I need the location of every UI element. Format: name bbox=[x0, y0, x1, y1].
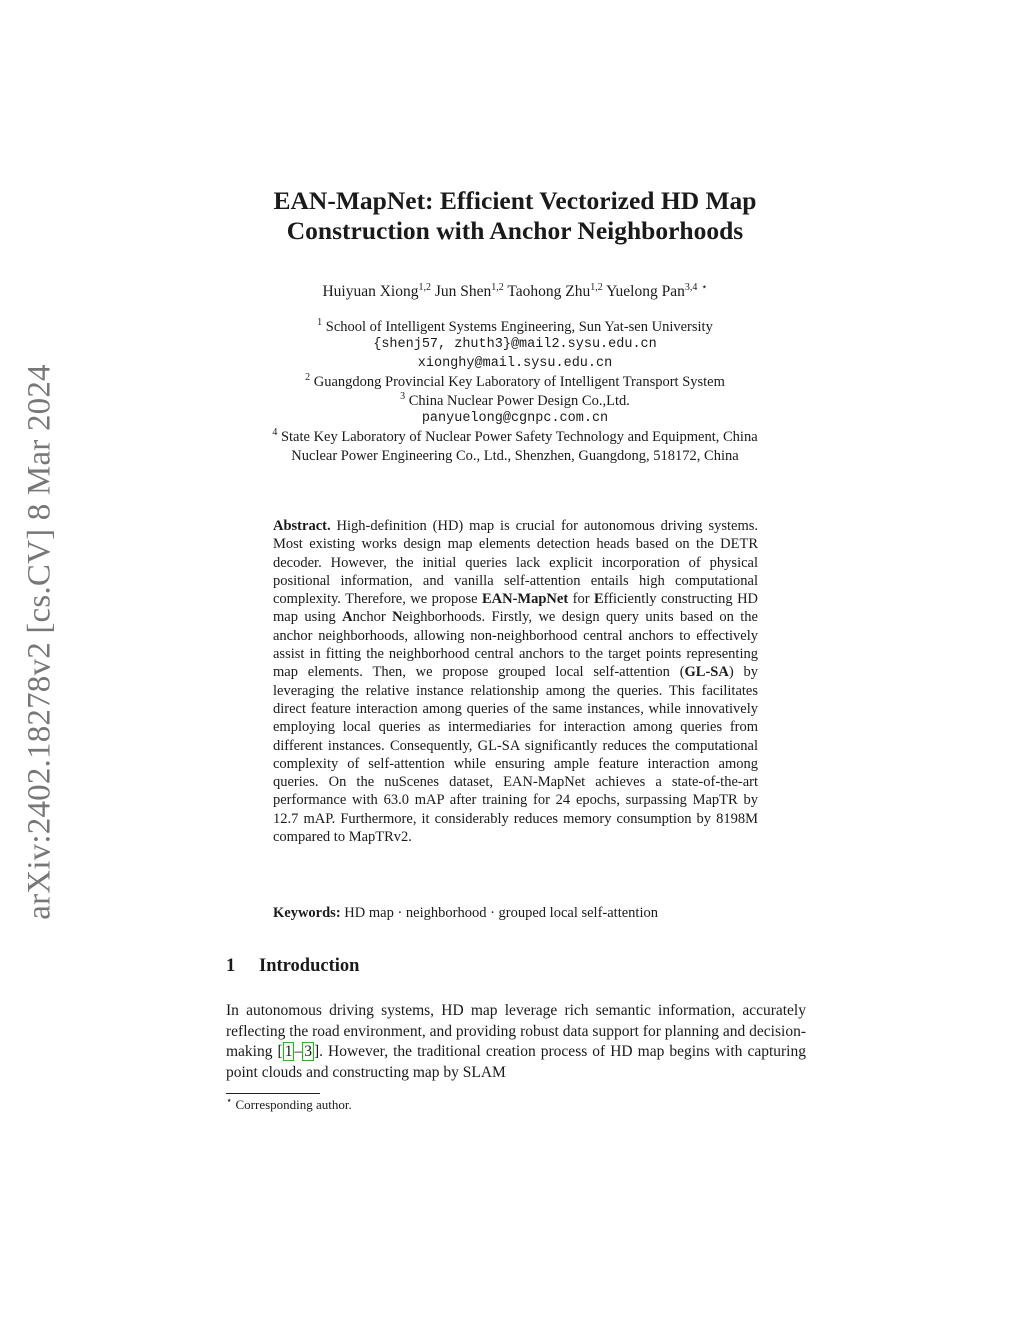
abstract-text: High-definition (HD) map is crucial for autonomous driving systems. Most existing works design map elements detection heads based on the DETR decoder. However, the initial queries lack explicit incorporation of physical positional information, and vanilla self-attention entails high computational complexity. Therefore, we propose bbox=[273, 518, 758, 608]
affiliation-4 bbox=[200, 428, 830, 446]
affiliation-email: {shenj57, zhuth3}@mail2.sysu.edu.cn bbox=[373, 337, 657, 353]
footnote bbox=[226, 1097, 806, 1113]
affiliation-number: 3 bbox=[400, 390, 406, 402]
affiliation-text: School of Intelligent Systems Engineering, Sun Yat-sen University bbox=[325, 319, 713, 335]
author-name: Taohong Zhu bbox=[507, 283, 591, 300]
affiliation-1 bbox=[200, 318, 830, 336]
abstract-text: ) by leveraging the relative instance relationship among the queries. This facilitates direct feature interaction among queries of the same instances, while innovatively employing local queries as intermediaries for interaction among queries from different instances. Consequently, GL-SA significantly reduces the computational complexity of self-attention while ensuring ample feature interaction among queries. On the nuScenes dataset, EAN-MapNet achieves a state-of-the-art performance with 63.0 mAP after training for 24 epochs, surpassing MapTR by 12.7 mAP. Furthermore, it considerably reduces memory consumption by 8198M compared to MapTRv2. bbox=[273, 664, 758, 846]
affiliation-number: 1 bbox=[317, 317, 323, 329]
author-affiliation-sup: 3,4 bbox=[684, 281, 698, 293]
acronym-letter: N bbox=[392, 609, 403, 626]
affiliation-text: State Key Laboratory of Nuclear Power Safety Technology and Equipment, China bbox=[280, 429, 758, 446]
author-name: Huiyuan Xiong bbox=[322, 283, 419, 300]
affiliation-email: panyuelong@cgnpc.com.cn bbox=[421, 411, 609, 427]
affiliation-number: 4 bbox=[272, 427, 278, 439]
paper-title bbox=[200, 186, 830, 246]
acronym-letter: A bbox=[342, 609, 353, 626]
author-affiliation-sup: 1,2 bbox=[590, 281, 603, 293]
affiliation-text: China Nuclear Power Design Co.,Ltd. bbox=[408, 392, 630, 409]
author-name: Jun Shen bbox=[434, 283, 492, 300]
keywords-label: Keywords: bbox=[273, 905, 341, 921]
abstract-text: fficiently constructing HD map using bbox=[273, 591, 759, 626]
abstract bbox=[273, 517, 758, 846]
intro-paragraph: In autonomous driving systems, HD map leverage rich semantic information, accurately reflecting the road environment, and providing robust data support for planning and decision-making [ 1 – 3 ]. However, the traditional creation process of HD map begins with capturing point clouds and constructing map by SLAM bbox=[226, 1002, 806, 1081]
affiliation-3 bbox=[200, 392, 830, 410]
keywords-text: HD map · neighborhood · grouped local self-attention bbox=[344, 905, 658, 921]
footnote-text: Corresponding author. bbox=[235, 1097, 352, 1112]
arxiv-side-stamp bbox=[18, 355, 62, 930]
author-name: Yuelong Pan bbox=[606, 283, 685, 300]
title-line-2: Construction with Anchor Neighborhoods bbox=[286, 216, 744, 245]
author-list bbox=[200, 283, 830, 301]
section-number: 1 bbox=[226, 956, 236, 976]
intro-text: In autonomous driving systems, HD map leverage rich semantic information, accurately reflecting the road environment, and providing robust data support for planning and decision-making bbox=[226, 1002, 806, 1061]
title-line-1: EAN-MapNet: Efficient Vectorized HD Map bbox=[273, 186, 757, 215]
arxiv-identifier: arXiv:2402.18278v2 [cs.CV] 8 Mar 2024 bbox=[21, 364, 58, 920]
section-title: Introduction bbox=[259, 956, 360, 976]
method-name: EAN-MapNet bbox=[481, 591, 569, 608]
affiliation-4-continued: Nuclear Power Engineering Co., Ltd., Shenzhen, Guangdong, 518172, China bbox=[291, 447, 739, 464]
section-heading bbox=[226, 956, 806, 977]
affiliation-email: xionghy@mail.sysu.edu.cn bbox=[417, 355, 613, 371]
citation-link[interactable]: 3 bbox=[304, 1043, 312, 1061]
intro-text: . However, the traditional creation process of HD map begins with capturing point clouds and constructing map by SLAM bbox=[226, 1043, 806, 1081]
author-affiliation-sup: 1,2 bbox=[491, 281, 504, 293]
affiliation-2 bbox=[200, 373, 830, 391]
citation-link[interactable]: 1 bbox=[284, 1043, 293, 1061]
footnote-mark: ⋆ bbox=[226, 1095, 233, 1107]
abstract-text: eighborhoods. Firstly, we design query units based on the anchor neighborhoods, allowing non-neighborhood central anchors to effectively assist in fitting the neighborhood central anchors to the target points representing map elements. Then, we propose grouped local self-attention ( bbox=[273, 609, 758, 681]
affiliations bbox=[200, 318, 830, 465]
abstract-text: for bbox=[572, 591, 590, 608]
affiliation-text: Guangdong Provincial Key Laboratory of Intelligent Transport System bbox=[313, 374, 725, 391]
glsa-term: GL-SA bbox=[684, 664, 729, 681]
corresponding-author-mark: ⋆ bbox=[701, 281, 708, 293]
footnote-rule bbox=[226, 1093, 320, 1094]
citation-range-dash: – bbox=[294, 1043, 303, 1061]
author-affiliation-sup: 1,2 bbox=[418, 281, 431, 293]
abstract-label: Abstract. bbox=[273, 518, 331, 534]
affiliation-number: 2 bbox=[305, 372, 311, 384]
keywords bbox=[273, 904, 758, 922]
abstract-text: nchor bbox=[352, 609, 386, 626]
acronym-letter: E bbox=[593, 591, 604, 608]
